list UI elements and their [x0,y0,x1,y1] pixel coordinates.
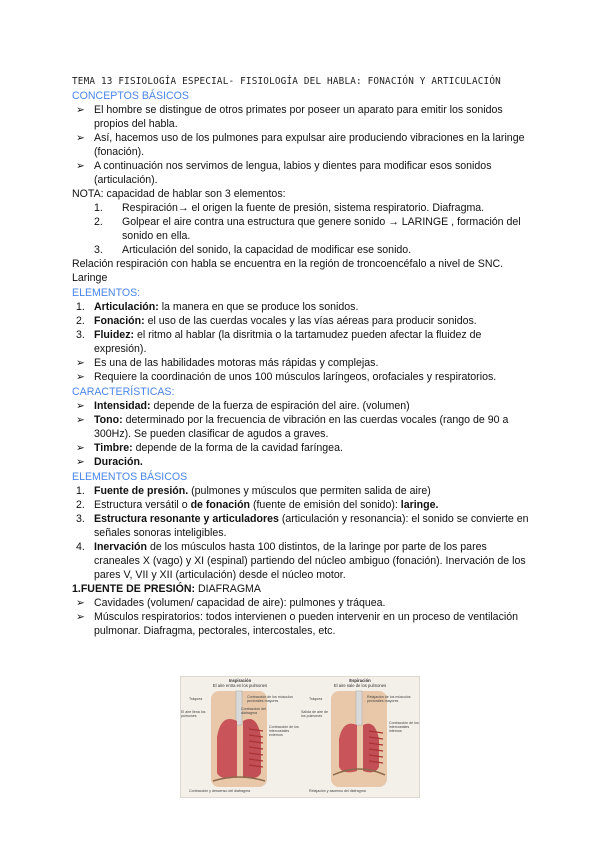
list-item: 3. Articulación del sonido, la capacidad de modificar ese sonido. [94,244,412,256]
section-heading-conceptos: CONCEPTOS BÁSICOS [72,90,189,102]
section-heading-caracteristicas: CARACTERÍSTICAS: [72,386,175,398]
list-item: ➢ Cavidades (volumen/ capacidad de aire): pulmones y tráquea. [76,597,386,609]
list-item: ➢ Músculos respiratorios: todos intervienen o pueden intervenir en un proceso de ventilación pulmonar. Diafragma, pectorales, intercostales, etc. [76,611,518,637]
list-item: 4. Inervación de los músculos hasta 100 distintos, de la laringe por parte de los pares craneales X (vago) y XI (espinal) partiendo del núcleo ambiguo (fonación). Inervación de los pares V, VII y XII (articulación) desde el núcleo motor. [76,541,526,581]
list-item: ➢ Intensidad: depende de la fuerza de espiración del aire. (volumen) [76,400,410,412]
section-heading-fuente: 1.FUENTE DE PRESIÓN: DIAFRAGMA [72,583,261,595]
arrow-bullet-icon: ➢ [76,357,85,369]
list-item: ➢ Duración. [76,456,143,468]
list-item: 3. Fluidez: el ritmo al hablar (la disritmia o la tartamudez pueden afectar la fluidez de expresión). [76,329,482,355]
list-item: ➢ Así, hacemos uso de los pulmones para expulsar aire produciendo vibraciones en la laringe (fonación). [76,132,525,158]
page-title: TEMA 13 FISIOLOGÍA ESPECIAL- FISIOLOGÍA DEL HABLA: FONACIÓN Y ARTICULACIÓN [72,76,501,87]
list-item: ➢ El hombre se distingue de otros primates por poseer un aparato para emitir los sonidos propios del habla. [76,104,503,130]
section-heading-elementos: ELEMENTOS: [72,287,141,299]
list-item: ➢ Tono: determinado por la frecuencia de vibración en las cuerdas vocales (rango de 90 a 300Hz). Se pueden clasificar de agudos a graves. [76,414,509,440]
relacion-text: Relación respiración con habla se encuentra en la región de troncoencéfalo a nivel de SNC. Laringe [72,258,504,284]
arrow-bullet-icon: ➢ [76,371,85,383]
arrow-bullet-icon: ➢ [76,611,85,623]
list-item: 2. Estructura versátil o de fonación (fuente de emisión del sonido): laringe. [76,499,439,511]
respiration-figure [180,676,420,798]
list-item: ➢ Timbre: depende de la forma de la cavidad faríngea. [76,442,343,454]
arrow-bullet-icon: ➢ [76,414,85,426]
section-heading-basicos: ELEMENTOS BÁSICOS [72,471,188,483]
list-item: 1. Respiración→ el origen la fuente de presión, sistema respiratorio. Diafragma. [94,202,485,214]
list-item: 3. Estructura resonante y articuladores (articulación y resonancia): el sonido se convierte en señales sonoras inteligibles. [76,513,529,539]
nota-text: NOTA: capacidad de hablar son 3 elementos: [72,188,286,200]
arrow-bullet-icon: ➢ [76,132,85,144]
list-item: ➢ Requiere la coordinación de unos 100 músculos laríngeos, orofaciales y respiratorios. [76,371,497,383]
list-item: 2. Fonación: el uso de las cuerdas vocales y las vías aéreas para producir sonidos. [76,315,477,327]
document-page [72,76,532,638]
arrow-bullet-icon: ➢ [76,160,85,172]
arrow-bullet-icon: ➢ [76,597,85,609]
list-item: ➢ Es una de las habilidades motoras más rápidas y complejas. [76,357,379,369]
arrow-bullet-icon: ➢ [76,104,85,116]
arrow-bullet-icon: ➢ [76,456,85,468]
list-item: 1. Fuente de presión. (pulmones y músculos que permiten salida de aire) [76,485,431,497]
list-item: ➢ A continuación nos servimos de lengua, labios y dientes para modificar esos sonidos (articulación). [76,160,492,186]
list-item: 1. Articulación: la manera en que se produce los sonidos. [76,301,359,313]
expiration-panel: Espiración El aire sale de los pulmones Tráquea Relajación de los músculos pectorales mayores Salida de aire de los pulmones Contracción de los intercostales internos Relajación y ascenso del diafragma [301,677,419,797]
arrow-bullet-icon: ➢ [76,442,85,454]
inspiration-panel: Inspiración El aire entra en los pulmones Tráquea Contracción de los músculos pectorales mayores El aire llena los pulmones Contracción de los intercostales externos Contracción del diafragma Contracción y descenso del diafragma [181,677,299,797]
list-item: 2. Golpear el aire contra una estructura que genere sonido → LARINGE , formación del sonido en ella. [94,216,521,242]
arrow-bullet-icon: ➢ [76,400,85,412]
